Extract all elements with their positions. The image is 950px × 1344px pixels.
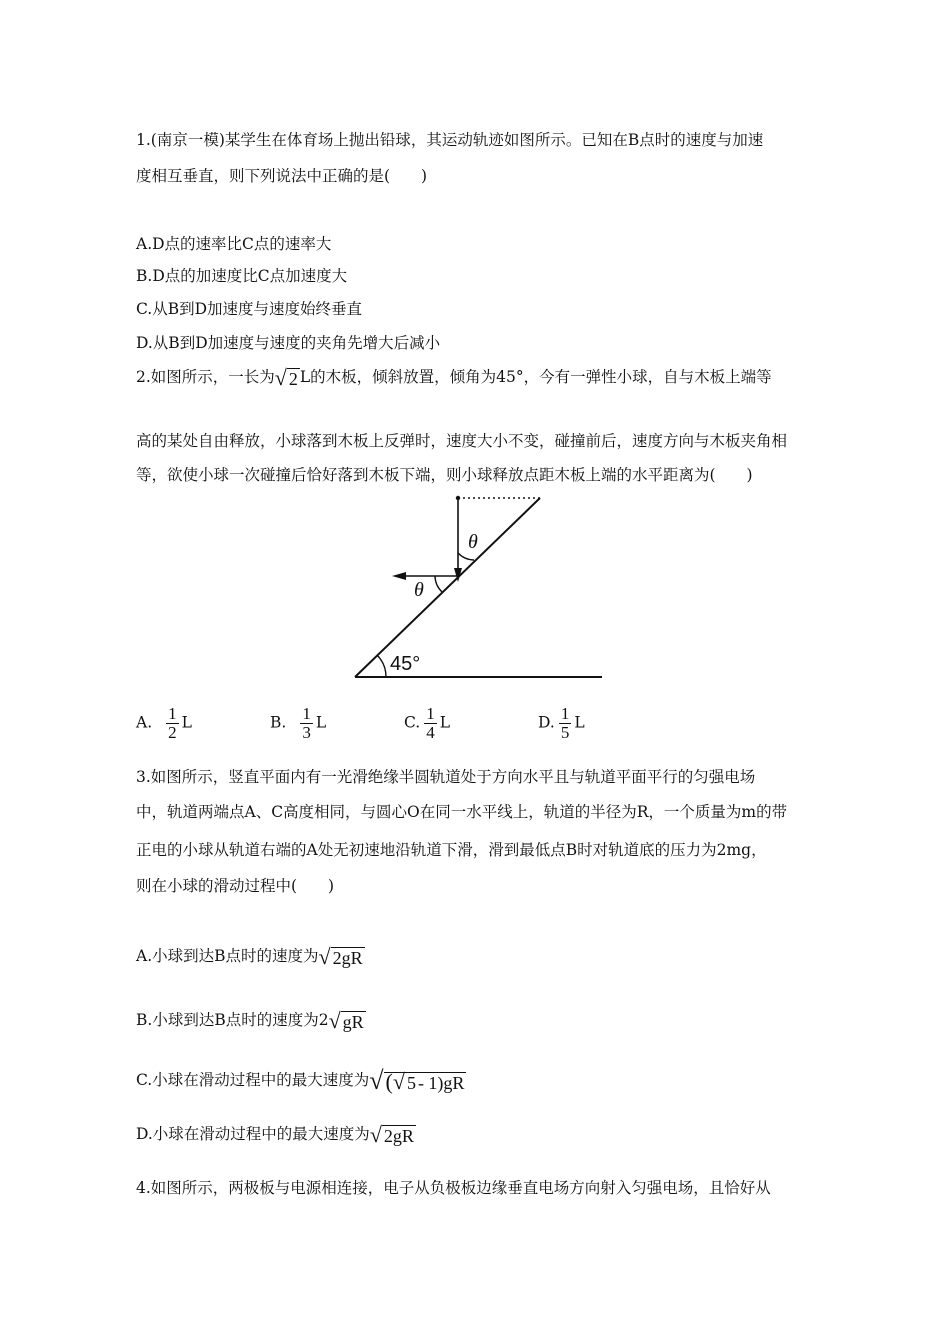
q3-option-a: A.小球到达B点时的速度为√ 2gR xyxy=(136,944,363,969)
q2-option-d: D. $\frac{1}{5}$ L xyxy=(538,704,585,742)
q2-option-a: A. $\frac{1}{2}$ L xyxy=(136,704,192,742)
q2-stem-line3: 等，欲使小球一次碰撞后恰好落到木板下端，则小球释放点距木板上端的水平距离为( ) xyxy=(136,466,753,484)
q1-stem-line2: 度相互垂直，则下列说法中正确的是( ) xyxy=(136,167,428,185)
q3-stem-line4: 则在小球的滑动过程中( ) xyxy=(136,877,335,895)
q4-stem-line1: 4.如图所示，两极板与电源相连接，电子从负极板边缘垂直电场方向射入匀强电场，且恰好从 xyxy=(136,1179,771,1197)
q1-option-a: A.D点的速率比C点的速率大 xyxy=(136,235,332,253)
sqrt-expression: √(√ 5 - 1)gR xyxy=(369,1066,465,1095)
theta-top-label: θ xyxy=(468,531,478,553)
incline-figure xyxy=(340,490,620,685)
q3-stem-line2: 中，轨道两端点A、C高度相同，与圆心O在同一水平线上，轨道的半径为R，一个质量为m的带 xyxy=(136,803,788,821)
q3-option-c: C.小球在滑动过程中的最大速度为√(√ 5 - 1)gR xyxy=(136,1066,465,1095)
q2-stem-line2: 高的某处自由释放，小球落到木板上反弹时，速度大小不变，碰撞前后，速度方向与木板夹角相 xyxy=(136,432,788,450)
q3-option-d: D.小球在滑动过程中的最大速度为√ 2gR xyxy=(136,1122,414,1147)
sqrt-2: √ 2 xyxy=(274,365,298,390)
q3-stem-line3: 正电的小球从轨道右端的A处无初速地沿轨道下滑，滑到最低点B时对轨道底的压力为2mg， xyxy=(136,841,767,859)
q3-stem-line1: 3.如图所示，竖直平面内有一光滑绝缘半圆轨道处于方向水平且与轨道平面平行的匀强电场 xyxy=(136,768,756,786)
q3-option-b: B.小球到达B点时的速度为2√ gR xyxy=(136,1008,364,1033)
q1-stem-line1: 1.(南京一模)某学生在体育场上抛出铅球，其运动轨迹如图所示。已知在B点时的速度与加速 xyxy=(136,131,764,149)
q1-option-c: C.从B到D加速度与速度始终垂直 xyxy=(136,300,363,318)
q2-option-b: B. $\frac{1}{3}$ L xyxy=(270,704,327,742)
theta-top-arc xyxy=(458,553,474,560)
sqrt-2gR: √ 2gR xyxy=(318,944,363,969)
q2-stem-line1: 2.如图所示，一长为√ 2 L的木板，倾斜放置，倾角为45°，今有一弹性小球，自与木板上端等 xyxy=(136,365,772,390)
angle-45-label: 45° xyxy=(390,653,421,675)
theta-left-arc xyxy=(435,576,442,592)
angle-45-arc xyxy=(377,655,386,677)
sqrt-2gR-max: √ 2gR xyxy=(369,1122,414,1147)
q1-option-b: B.D点的加速度比C点加速度大 xyxy=(136,267,348,285)
q1-option-d: D.从B到D加速度与速度的夹角先增大后减小 xyxy=(136,334,441,352)
sqrt-gR: √ gR xyxy=(328,1008,364,1033)
board-line xyxy=(355,498,540,677)
q2-option-c: C. $\frac{1}{4}$ L xyxy=(404,704,451,742)
theta-left-label: θ xyxy=(414,579,424,601)
left-arrow-icon xyxy=(392,572,406,580)
